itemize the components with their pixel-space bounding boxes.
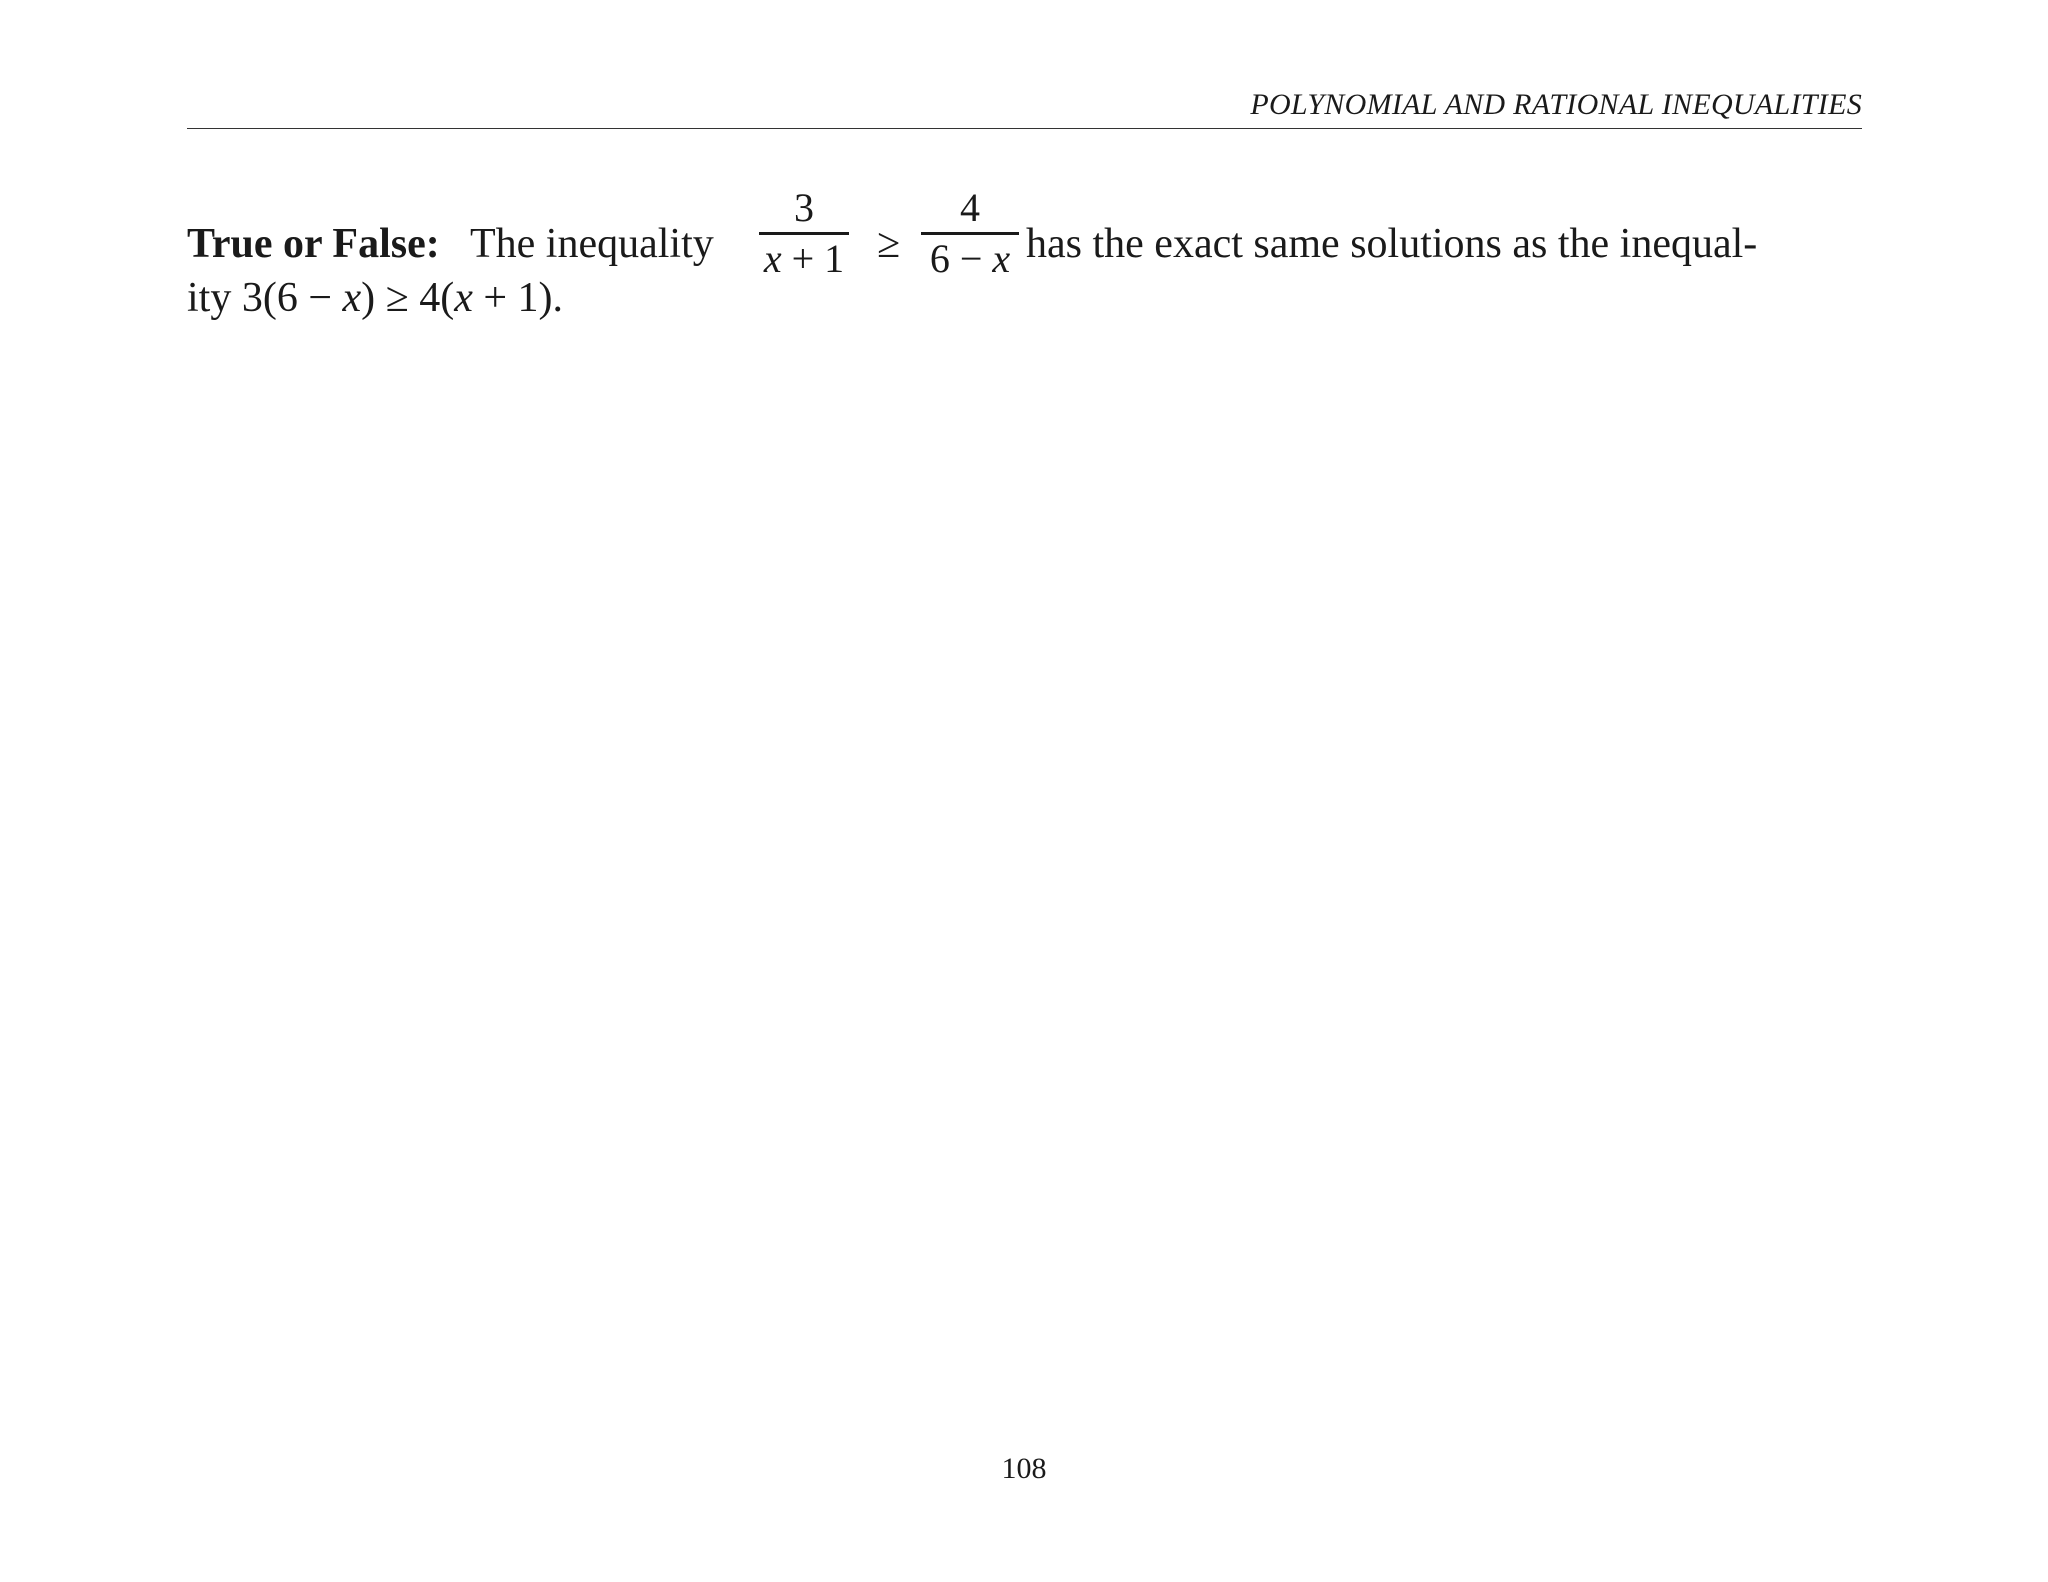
true-false-problem — [187, 186, 1862, 328]
problem-label: True or False: — [187, 221, 440, 267]
problem-continuation: has the exact same solutions as the inequal- — [1026, 221, 1758, 267]
header-title: POLYNOMIAL AND RATIONAL INEQUALITIES — [1250, 88, 1862, 121]
fraction-right-bar — [921, 232, 1019, 235]
fraction-right — [921, 186, 1019, 281]
variable-x: x — [454, 275, 473, 321]
variable-x: x — [992, 235, 1011, 281]
denominator-lead: 6 − — [929, 235, 993, 281]
problem-line-1 — [187, 185, 1862, 281]
fraction-left-numerator: 3 — [794, 185, 814, 230]
fraction-left-bar — [759, 232, 849, 235]
variable-x: x — [763, 235, 782, 281]
page-number: 108 — [1001, 1452, 1047, 1485]
problem-line-2 — [187, 268, 1862, 328]
fraction-left — [759, 186, 849, 281]
line2-suffix: + 1). — [472, 275, 564, 321]
denominator-rest: + 1 — [781, 235, 845, 281]
problem-intro: The inequality — [470, 221, 714, 267]
relation-symbol: ≥ — [877, 221, 901, 267]
running-header — [187, 84, 1862, 129]
variable-x: x — [342, 275, 362, 321]
line2-mid: ) ≥ 4( — [361, 275, 455, 321]
fraction-right-numerator: 4 — [960, 185, 980, 230]
line2-prefix: ity 3(6 − — [187, 275, 343, 321]
